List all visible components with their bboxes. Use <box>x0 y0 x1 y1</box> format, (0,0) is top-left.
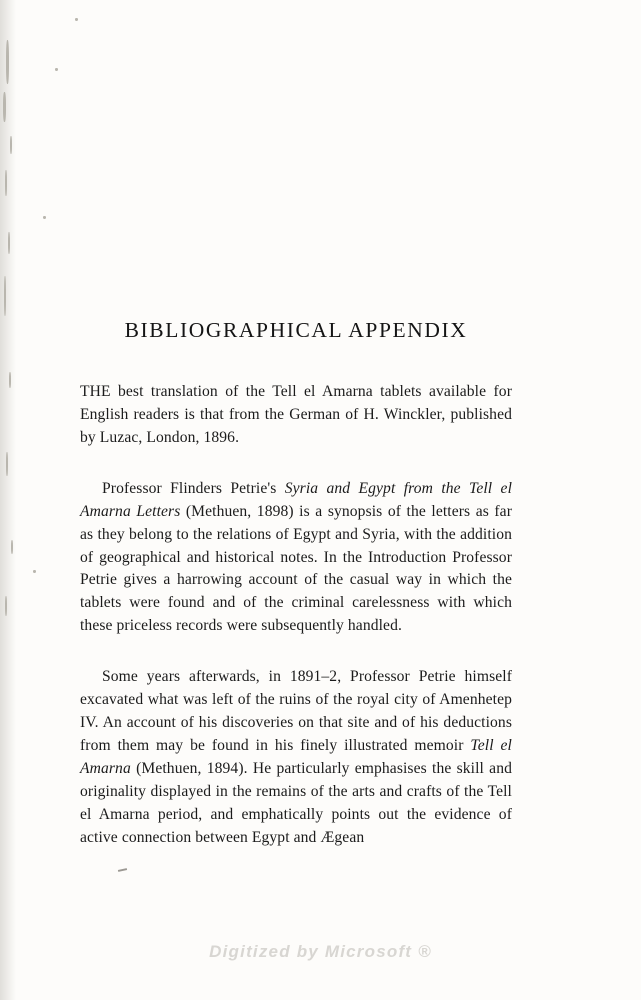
scan-speck <box>9 372 11 388</box>
page-title: BIBLIOGRAPHICAL APPENDIX <box>124 318 468 342</box>
book-title-tell-el-amarna: Tell el Amarna <box>80 736 512 777</box>
paragraph-text-after-title: (Methuen, 1894). He particularly emphasises the skill and originality displayed in the remains of the arts and crafts of the Tell el Amarna period, and emphatically points out the evidence of active connection between Egypt and Ægean <box>80 759 512 846</box>
digitization-watermark: Digitized by Microsoft ® <box>209 942 432 961</box>
paragraph-lead-smallcaps: THE <box>80 383 111 400</box>
paragraph-text-before-title: Professor Flinders Petrie's <box>102 479 285 497</box>
scan-speck <box>4 276 6 316</box>
page-content <box>80 0 512 850</box>
book-title-syria-and-egypt: Syria and Egypt from the Tell el Amarna Letters <box>80 479 512 520</box>
paragraph-text-after-title: (Methuen, 1898) is a synopsis of the letters as far as they belong to the relations of Egypt and Syria, with the addition of geographical and historical notes. In the Introduction Professor Petrie gives a harrowing account of the casual way in which the tablets were found and of the criminal carelessness with which these priceless records were subsequently handled. <box>80 502 512 635</box>
scan-speck <box>3 92 6 122</box>
scan-edge-artifact <box>0 0 16 1000</box>
paragraph-petrie-syria <box>80 478 512 638</box>
scan-speck <box>5 170 7 196</box>
scan-speck <box>33 570 36 573</box>
paragraph-body: best translation of the Tell el Amarna tablets available for English readers is that from the German of H. Winckler, published by Luzac, London, 1896. <box>80 383 512 446</box>
paragraph-translation <box>80 381 512 450</box>
stray-ink-mark <box>118 868 127 872</box>
scan-speck <box>43 216 46 219</box>
paragraph-excavation <box>80 666 512 849</box>
scan-speck <box>75 18 78 21</box>
scan-speck <box>8 232 10 254</box>
scan-speck <box>10 136 12 154</box>
scan-speck <box>5 596 7 616</box>
paragraph-text-before-title: Some years afterwards, in 1891–2, Professor Petrie himself excavated what was left of the ruins of the royal city of Amenhetep IV. An account of his discoveries on that site and of his deductions from them may be found in his finely illustrated memoir <box>80 668 512 754</box>
scan-speck <box>6 40 9 84</box>
scan-speck <box>11 540 13 554</box>
scan-speck <box>55 68 58 71</box>
scan-speck <box>6 452 8 476</box>
